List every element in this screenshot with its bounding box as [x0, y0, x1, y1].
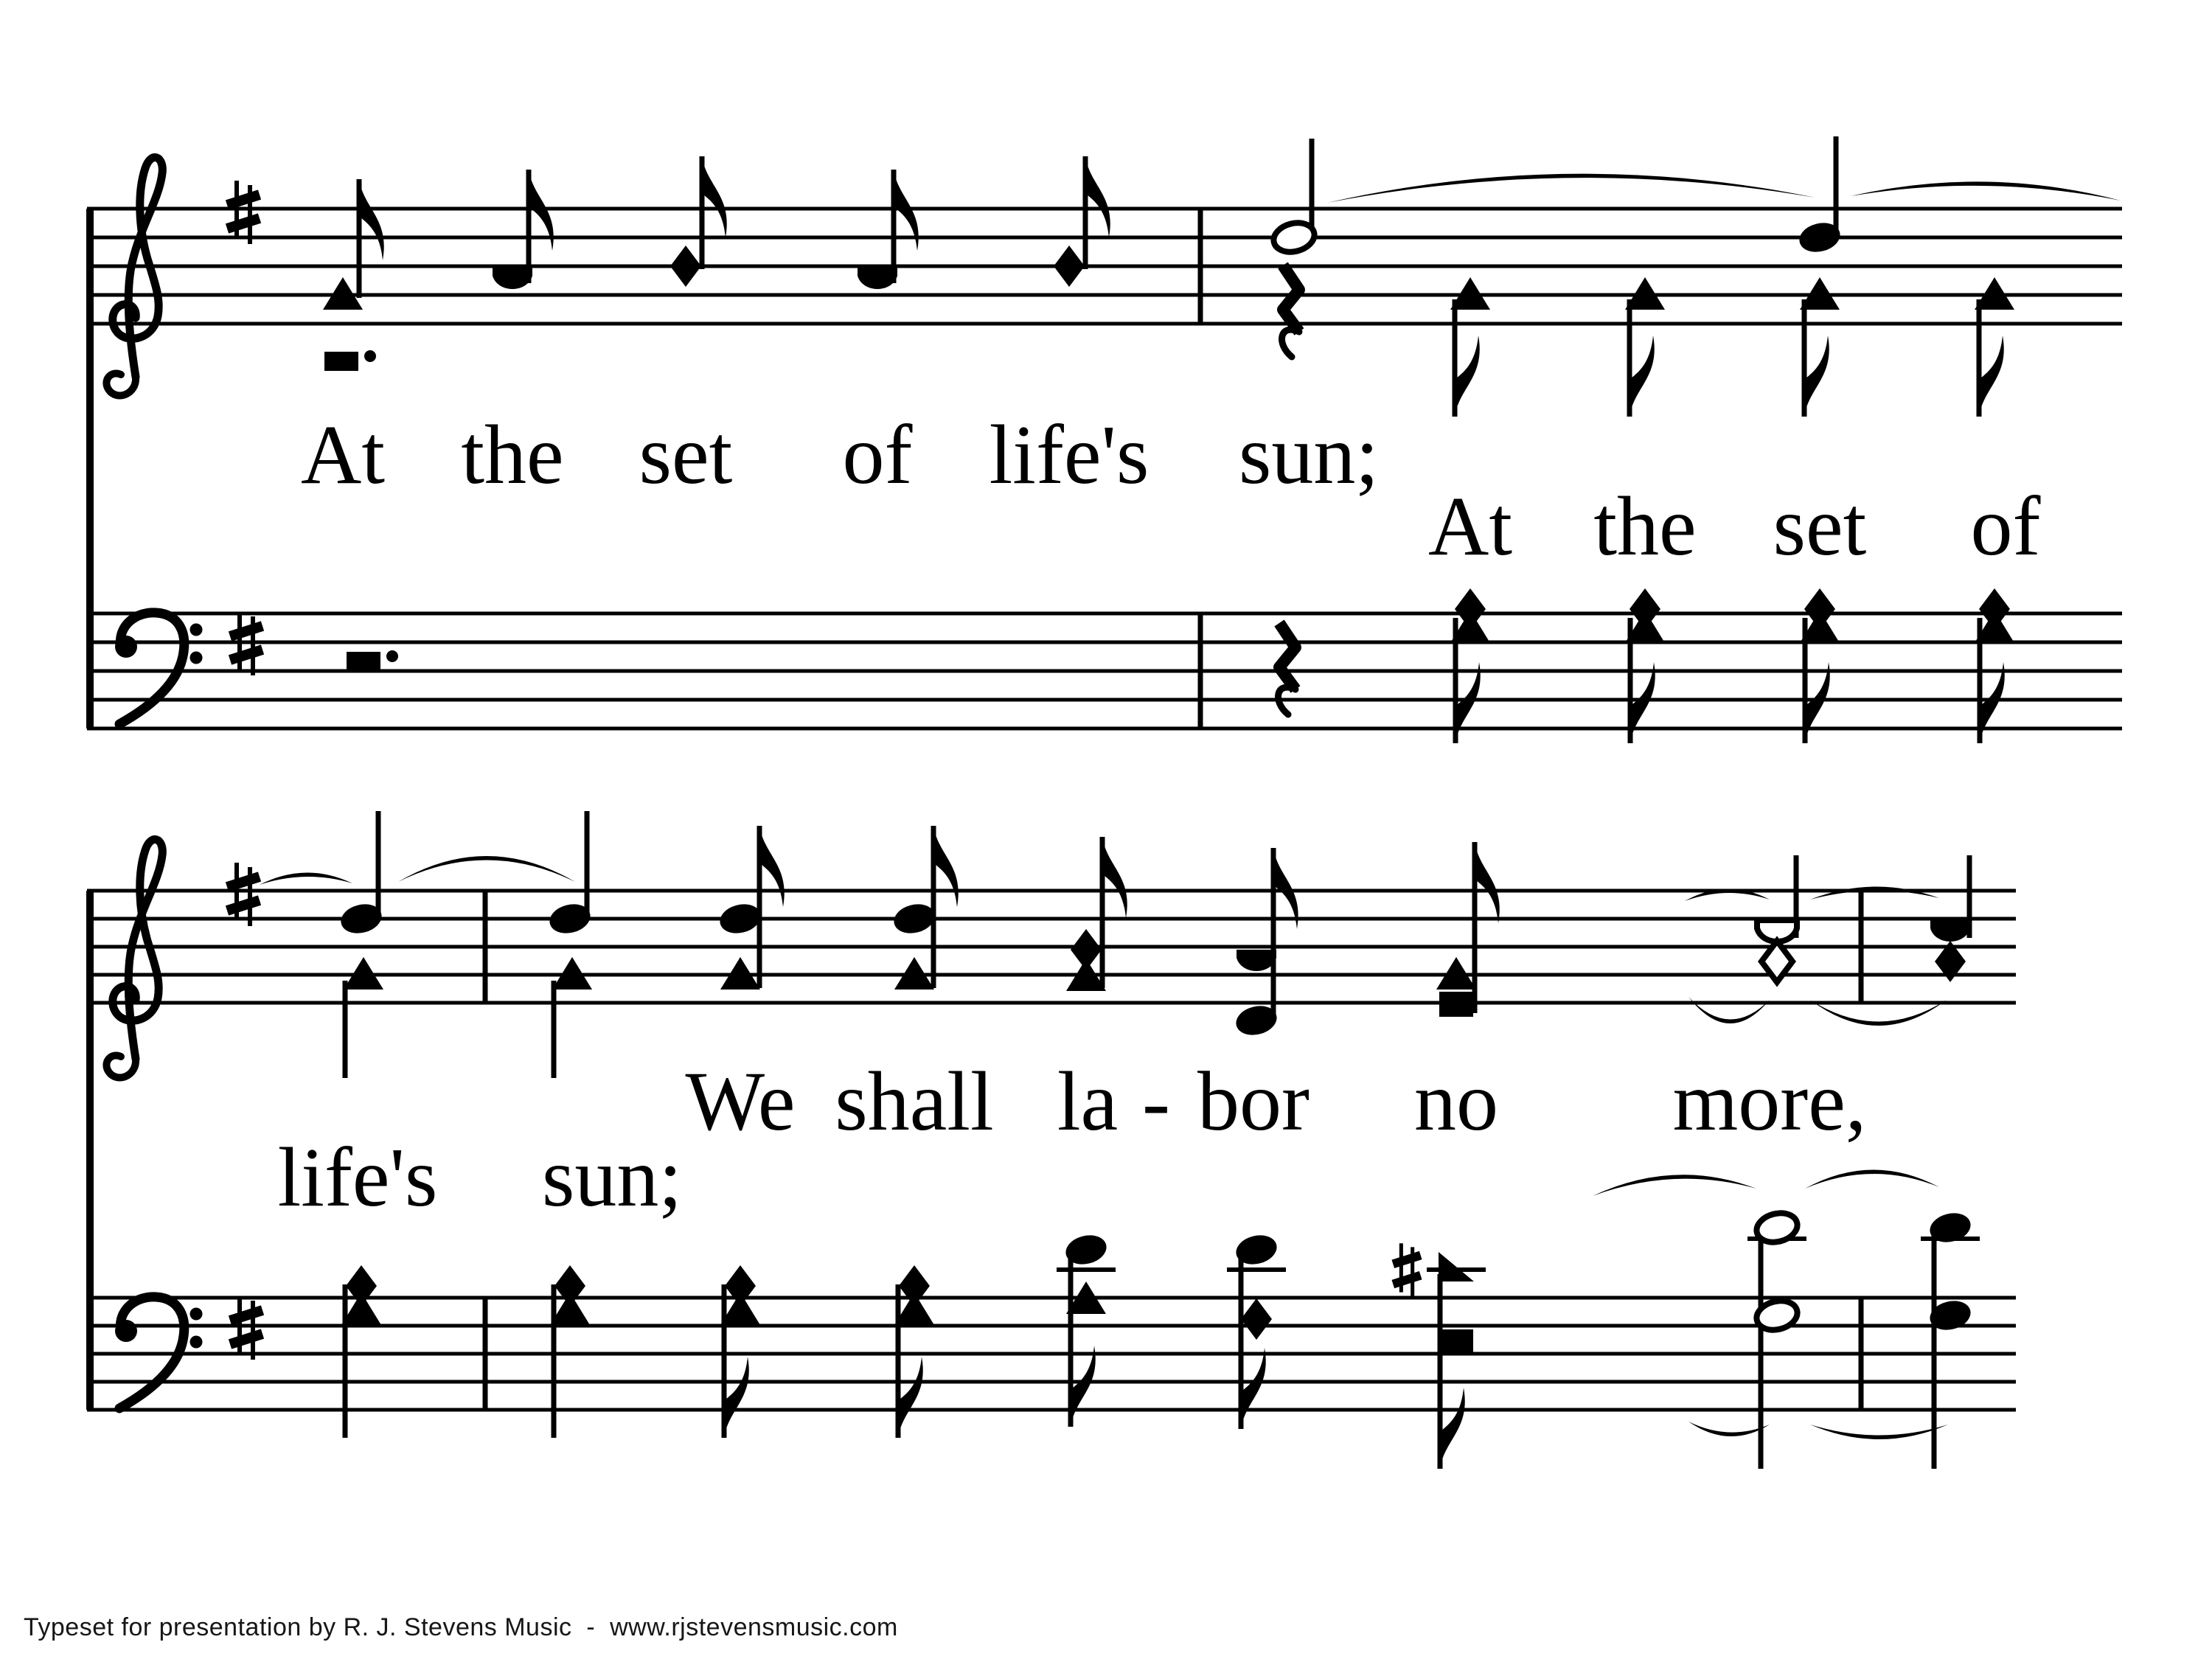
eighth-flag: [1102, 837, 1127, 918]
eighth-flag: [1630, 662, 1655, 743]
eighth-flag: [359, 179, 384, 260]
rest-dot: [386, 650, 398, 662]
half-rest: [347, 652, 380, 671]
lyric-word: la: [1057, 1054, 1119, 1148]
eighth-flag: [1630, 335, 1655, 417]
tie-slur: [1593, 1175, 1756, 1196]
note-cup: [1237, 950, 1276, 971]
lyric-word: of: [1970, 479, 2041, 573]
tie-slur: [1688, 997, 1770, 1023]
note-oval-open: [1270, 219, 1318, 256]
bass-clef-icon: [115, 613, 203, 724]
lyric-word: set: [1773, 479, 1867, 573]
sharp-sign: [227, 863, 260, 926]
tie-slur: [1327, 174, 1815, 203]
lyric-word: sun;: [1238, 408, 1380, 501]
lyric-word: more,: [1672, 1054, 1867, 1148]
eighth-flag: [1440, 1388, 1465, 1469]
sharp-sign: [230, 1296, 262, 1360]
eighth-flag: [898, 1357, 923, 1438]
eighth-flag: [1805, 662, 1830, 743]
note-oval: [891, 900, 938, 937]
note-sq: [1439, 992, 1473, 1017]
eighth-flag: [1241, 1348, 1266, 1429]
lyric-word: At: [301, 408, 385, 501]
eighth-flag: [1804, 335, 1829, 417]
lyric-word: shall: [835, 1054, 994, 1148]
eighth-flag: [1979, 335, 2004, 417]
quarter-rest: [1283, 265, 1299, 332]
lyric-word: We: [685, 1054, 796, 1148]
note-dia: [670, 246, 701, 287]
lyric-word: life's: [277, 1130, 438, 1224]
lyric-word: of: [842, 408, 913, 501]
quarter-rest: [1282, 330, 1299, 357]
tie-slur: [1810, 886, 1939, 900]
note-sq: [1439, 1329, 1473, 1354]
tie-slur: [1810, 1425, 1948, 1439]
note-cup: [858, 268, 897, 289]
footer-credit: Typeset for presentation by R. J. Stevens Music - www.rjstevensmusic.com: [24, 1613, 898, 1641]
eighth-flag: [933, 826, 959, 907]
rest-dot: [364, 350, 376, 362]
lyric-word: set: [639, 408, 733, 501]
treble-clef-icon: [106, 839, 162, 1077]
note-fa: [1439, 1252, 1474, 1281]
tie-slur: [260, 872, 352, 885]
tie-slur: [1688, 1422, 1770, 1436]
note-dia: [1054, 246, 1085, 287]
note-dia: [1241, 1298, 1272, 1340]
eighth-flag: [1455, 335, 1480, 417]
lyric-word: sun;: [541, 1130, 683, 1224]
note-cup: [493, 268, 532, 289]
tie-slur: [1851, 181, 2121, 201]
sharp-sign: [227, 181, 260, 244]
lyric-word: no: [1414, 1054, 1498, 1148]
half-rest: [324, 352, 358, 371]
quarter-rest: [1279, 623, 1295, 689]
lyric-word: life's: [989, 408, 1150, 501]
tie-slur: [398, 856, 575, 882]
tie-slur: [1805, 1169, 1939, 1189]
lyric-word: the: [1593, 479, 1697, 573]
lyric-word: the: [461, 408, 564, 501]
eighth-flag: [1475, 842, 1500, 923]
note-oval: [717, 900, 764, 937]
eighth-flag: [759, 826, 785, 907]
eighth-flag: [1071, 1346, 1096, 1427]
lyric-word: At: [1428, 479, 1512, 573]
eighth-flag: [1980, 662, 2005, 743]
eighth-flag: [1085, 156, 1110, 237]
sharp-sign: [1393, 1243, 1420, 1297]
lyric-word: bor: [1197, 1054, 1310, 1148]
treble-clef-icon: [106, 157, 162, 395]
eighth-flag: [702, 156, 727, 237]
lyric-word: -: [1142, 1054, 1170, 1148]
eighth-flag: [724, 1357, 749, 1438]
note-cup: [1930, 920, 1970, 942]
eighth-flag: [1455, 662, 1481, 743]
